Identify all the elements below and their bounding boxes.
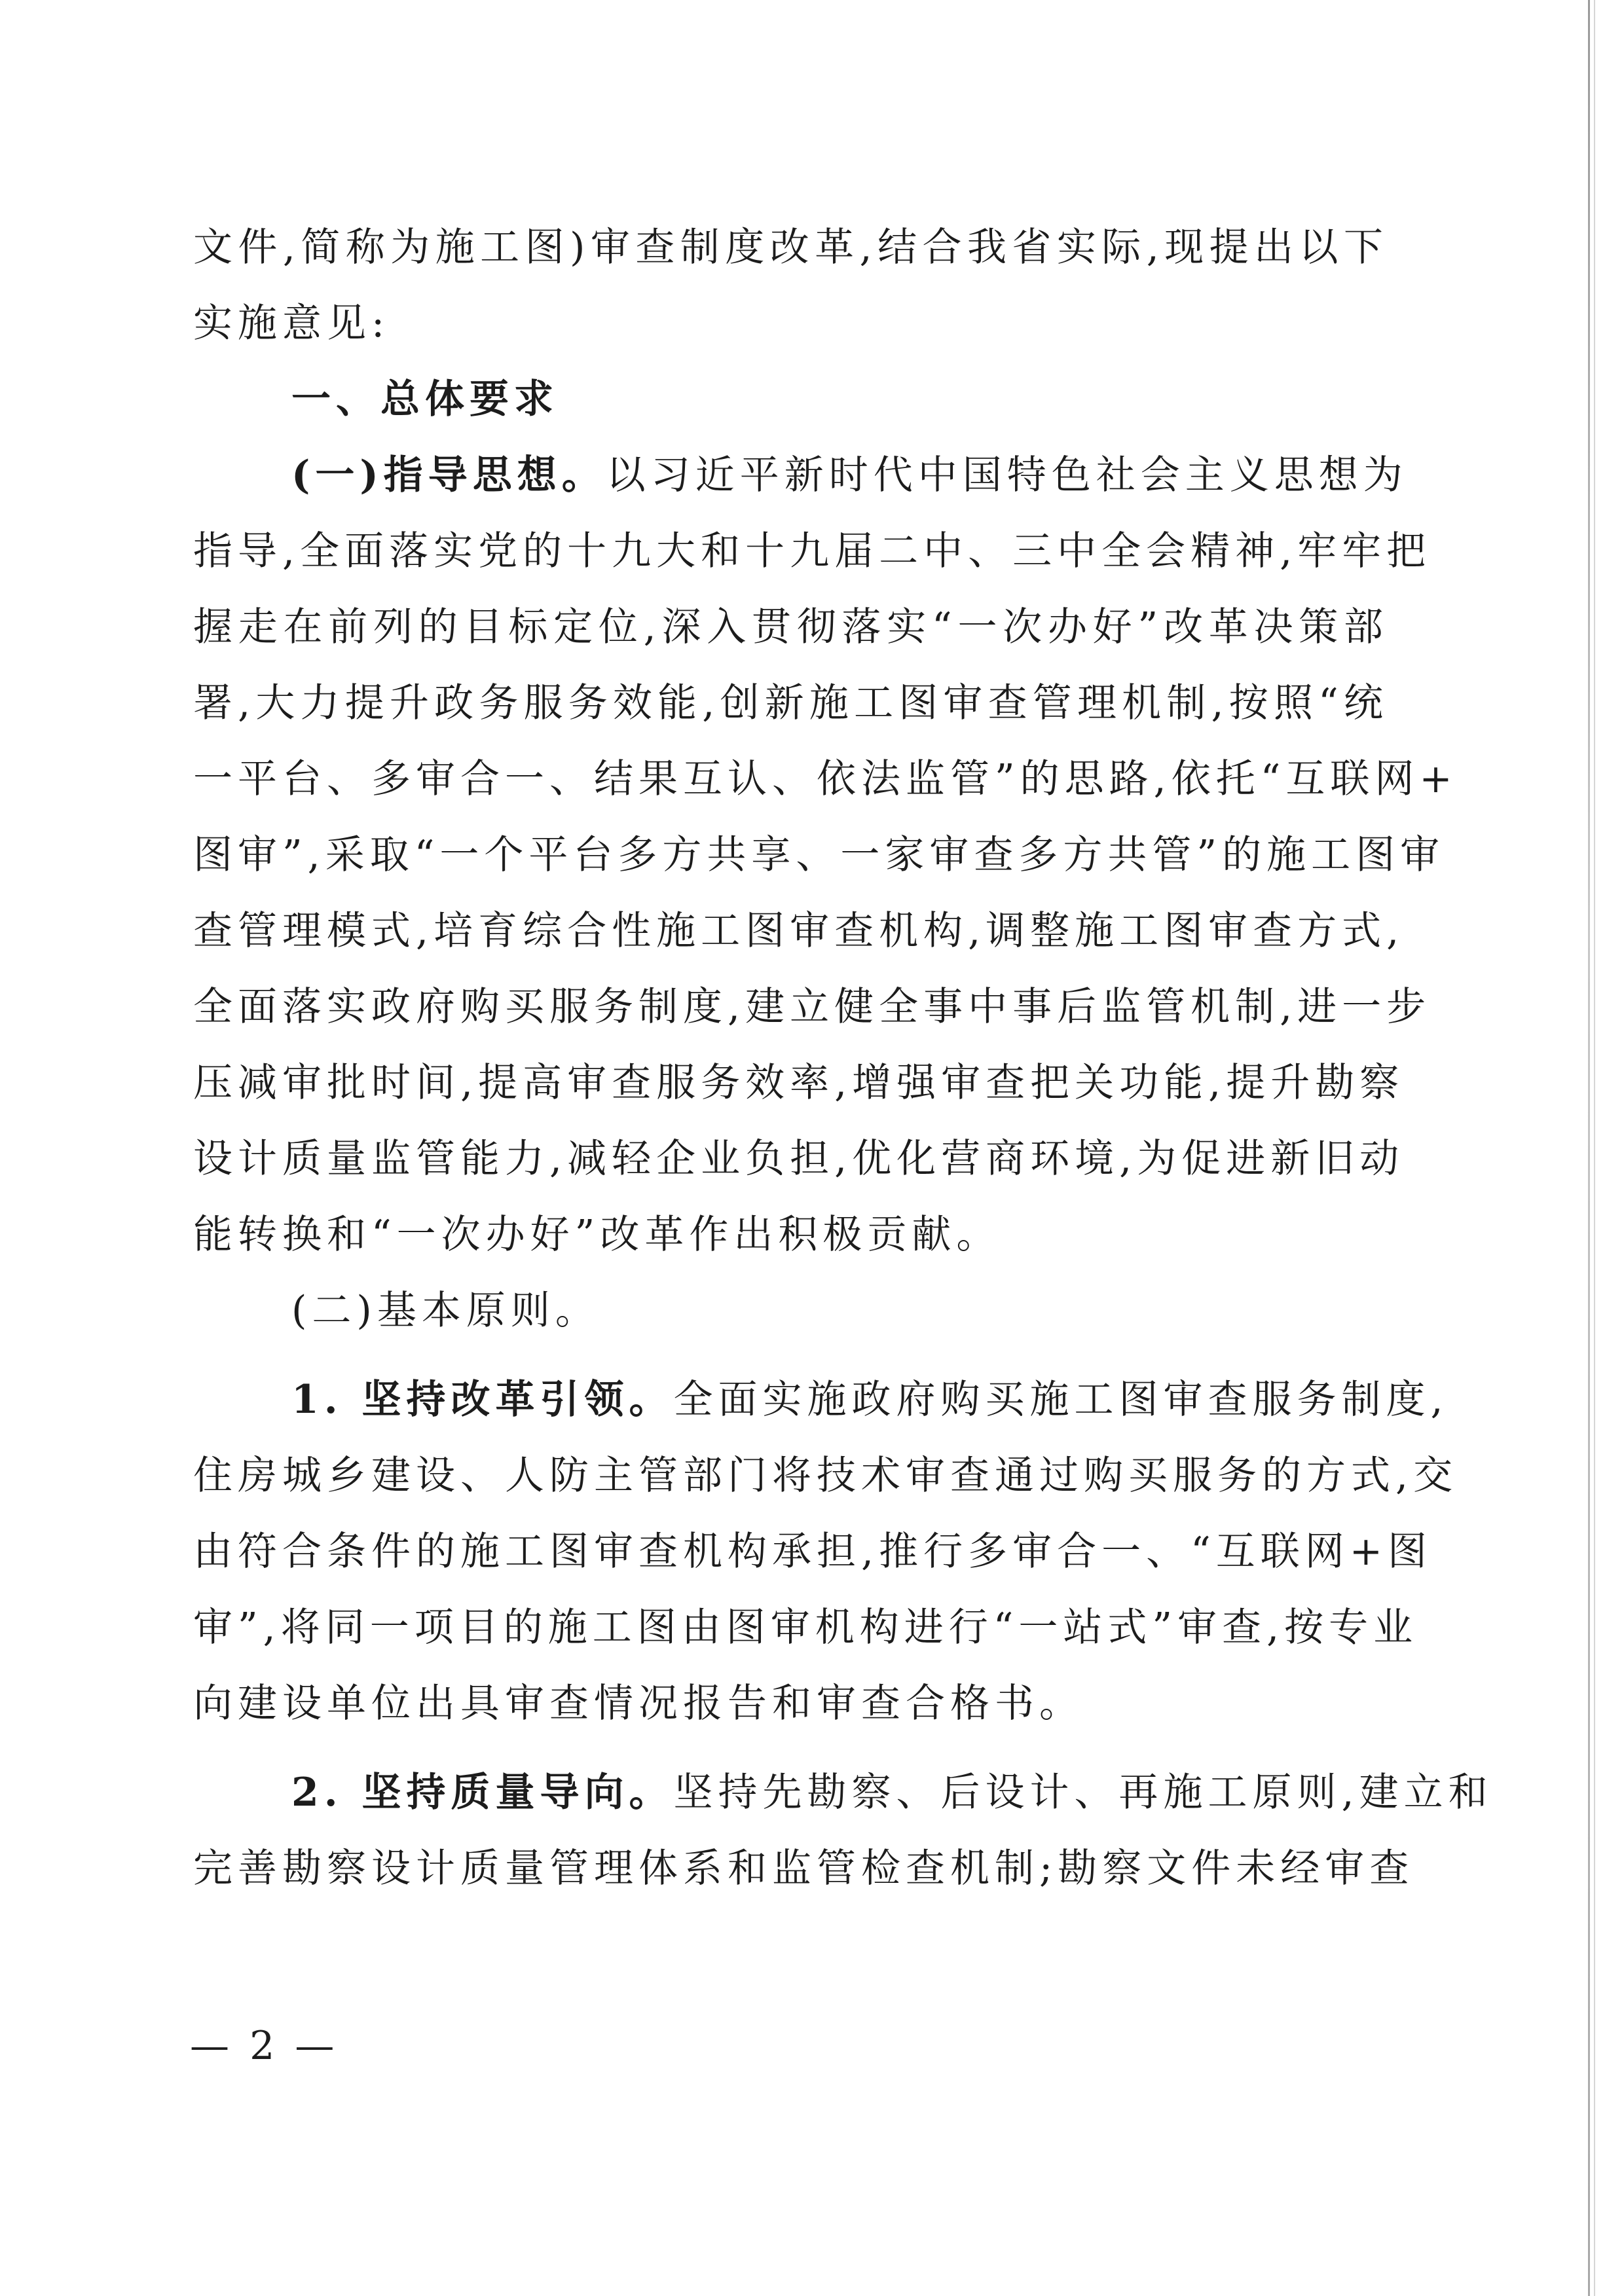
paragraph-line: 向建设单位出具审查情况报告和审查合格书。 xyxy=(193,1681,1084,1726)
paragraph-line: 完善勘察设计质量管理体系和监管检查机制;勘察文件未经审查 xyxy=(193,1846,1414,1891)
paragraph-text: 坚持先勘察、后设计、再施工原则,建立和 xyxy=(673,1770,1493,1815)
paragraph-line xyxy=(193,1755,1493,1831)
principle-lead: 1. 坚持改革引领。 xyxy=(291,1377,674,1423)
paragraph-line: 查管理模式,培育综合性施工图审查机构,调整施工图审查方式, xyxy=(193,908,1405,954)
paragraph-line xyxy=(193,1362,1449,1438)
paragraph-line: 实施意见: xyxy=(193,301,390,346)
paragraph-line: 压减审批时间,提高审查服务效率,增强审查把关功能,提升勘察 xyxy=(193,1060,1405,1106)
paragraph-line: 由符合条件的施工图审查机构承担,推行多审合一、“互联网+图 xyxy=(193,1529,1433,1575)
principle-lead: 2. 坚持质量导向。 xyxy=(291,1770,674,1815)
scan-edge-line xyxy=(1594,0,1595,2296)
paragraph-line: 指导,全面落实党的十九大和十九届二中、三中全会精神,牢牢把 xyxy=(193,528,1431,574)
paragraph-line: 设计质量监管能力,减轻企业负担,优化营商环境,为促进新旧动 xyxy=(193,1136,1405,1182)
subsection-lead: (一)指导思想。 xyxy=(291,452,606,498)
paragraph-line: 文件,简称为施工图)审查制度改革,结合我省实际,现提出以下 xyxy=(193,225,1388,270)
paragraph-line: 署,大力提升政务服务效能,创新施工图审查管理机制,按照“统 xyxy=(193,680,1388,726)
paragraph-line xyxy=(193,437,1408,513)
section-heading: 一、总体要求 xyxy=(291,376,559,422)
page-number: — 2 — xyxy=(190,2023,339,2069)
paragraph-line: 住房城乡建设、人防主管部门将技术审查通过购买服务的方式,交 xyxy=(193,1453,1458,1499)
subsection-heading: (二)基本原则。 xyxy=(291,1288,600,1334)
paragraph-line: 全面落实政府购买服务制度,建立健全事中事后监管机制,进一步 xyxy=(193,984,1431,1030)
paragraph-line: 图审”,采取“一个平台多方共享、一家审查多方共管”的施工图审 xyxy=(193,832,1445,878)
paragraph-line: 握走在前列的目标定位,深入贯彻落实“一次办好”改革决策部 xyxy=(193,604,1388,650)
paragraph-line: 一平台、多审合一、结果互认、依法监管”的思路,依托“互联网+ xyxy=(193,756,1458,802)
document-body xyxy=(193,210,1493,1906)
paragraph-line: 能转换和“一次办好”改革作出积极贡献。 xyxy=(193,1212,1001,1258)
paragraph-text: 以习近平新时代中国特色社会主义思想为 xyxy=(606,452,1408,498)
scan-edge-shadow xyxy=(1588,0,1590,2296)
paragraph-line: 审”,将同一项目的施工图由图审机构进行“一站式”审查,按专业 xyxy=(193,1605,1418,1650)
paragraph-text: 全面实施政府购买施工图审查服务制度, xyxy=(673,1377,1449,1423)
